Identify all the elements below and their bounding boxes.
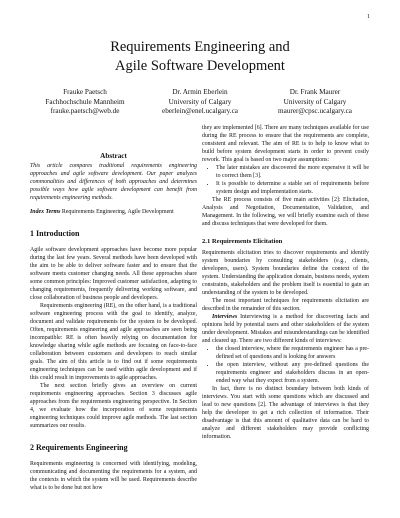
page-number: 1: [367, 14, 370, 20]
author-email: maurer@cpsc.ucalgary.ca: [278, 107, 352, 116]
bullet-list: [202, 164, 369, 196]
list-item: • The later mistakes are discovered the more expensive it will be to correct them [3].: [216, 164, 369, 180]
author-affiliation: University of Calgary: [283, 97, 347, 106]
left-column: [30, 152, 197, 492]
list-item: • It is possible to determine a stable set of requirements before system design and implementation starts.: [216, 180, 369, 196]
bullet-list: [202, 345, 369, 385]
author-affiliation: University of Calgary: [168, 97, 232, 106]
interviews-label: Interviews: [212, 314, 238, 320]
paragraph: [202, 313, 369, 345]
index-terms: [30, 208, 197, 216]
title-line-1: Requirements Engineering and: [110, 39, 290, 55]
paragraph: Requirements elicitation tries to discover requirements and identify system boundaries by consulting stakeholders (e.g., clients, developers, users). System boundaries define the context of the system. Understanding the application domain, business needs, system constraints, stakeholders and the problem itself is essential to gain an understanding of the system to be developed.: [202, 250, 369, 296]
title-line-2: Agile Software Development: [115, 58, 285, 74]
paragraph: The RE process consists of five main activities [2]: Elicitation, Analysis and Negotiation, Documentation, Validation, and Management. In the following, we will briefly examine each of these and discuss techniques that were developed for them.: [202, 197, 369, 227]
abstract-text: This article compares traditional requirements engineering approaches and agile software development. Our paper analyzes commonalities and differences of both approaches and determines possible ways how agile software development can benefit from requirements engineering methods.: [30, 163, 197, 201]
author-2: [145, 88, 255, 117]
list-item: • the closed interview, where the requirements engineer has a pre-defined set of questions and is looking for answers: [216, 345, 369, 361]
paragraph: Requirements engineering is concerned with identifying, modeling, communicating and documenting the requirements for a system, and the contexts in which the system will be used. Requirements describe what is to be done but not how: [30, 461, 197, 491]
author-email: frauke.paetsch@web.de: [50, 107, 120, 116]
section-2-heading: 2 Requirements Engineering: [30, 443, 128, 452]
section-2-1-heading: 2.1 Requirements Elicitation: [202, 238, 283, 245]
author-1: [30, 88, 140, 117]
right-column: [202, 124, 369, 441]
interviews-text: Interviewing is a method for discovering facts and opinions held by potential users and other stakeholders of the system under development. Mistakes and misunderstandings can be identified and cleared up. There are two different kinds of interviews:: [202, 314, 369, 344]
index-terms-text: Requirements Engineering, Agile Development: [61, 209, 174, 215]
paragraph: Agile software development approaches have become more popular during the last few years. Several methods have been developed with the aim to be able to deliver software faster and to ensure that the software meets customer changing needs. All these approaches share some common principles: Improved customer satisfaction, adapting to changing requirements, frequently delivering working software, and close collaboration of business people and developers.: [30, 247, 197, 301]
paragraph: The most important techniques for requirements elicitation are described in the remainder of this section.: [202, 298, 369, 312]
paper-title: [0, 38, 400, 76]
author-affiliation: Fachhochschule Mannheim: [45, 97, 125, 106]
abstract-heading: Abstract: [100, 152, 127, 160]
author-name: Frauke Paetsch: [63, 88, 107, 96]
author-block: [30, 88, 370, 117]
list-item: • the open interview, without any pre-defined questions the requirements engineer and stakeholders discuss in an open-ended way what they expect from a system.: [216, 361, 369, 385]
paragraph: In fact, there is no distinct boundary between both kinds of interviews. You start with some questions which are discussed and lead to new questions [2]. The advantage of interviews is that they help the developer to get a rich collection of information. Their disadvantage is that this amount of qualitative data can be hard to analyze and different stakeholders may provide conflicting information.: [202, 386, 369, 440]
section-1-heading: 1 Introduction: [30, 229, 80, 238]
index-terms-label: Index Terms: [30, 209, 61, 215]
paragraph: they are implemented [6]. There are many techniques available for use during the RE process to ensure that the requirements are complete, consistent and relevant. The aim of RE is to help to know what to build before system development starts in order to prevent costly rework. This goal is based on two major assumptions:: [202, 125, 369, 163]
paragraph: Requirements engineering (RE), on the other hand, is a traditional software engineering process with the goal to identify, analyze, document and validate requirements for the system to be developed. Often, requirements engineering and agile approaches are seen being incompatible: RE is often heavily relying on documentation for knowledge sharing while agile methods are focusing on face-to-face collaboration between customers and developers to reach similar goals. The aim of this article is to find out if some requirements engineering techniques can be used within agile development and if this could result in improvements to agile approaches.: [30, 303, 197, 381]
author-name: Dr. Frank Maurer: [289, 88, 341, 96]
paragraph: The next section briefly gives an overview on current requirements engineering approaches. Section 3 discusses agile approaches from the requirements engineering perspective. In Section 4, we evaluate how the incorporation of some requirements engineering techniques could improve agile methods. The last section summarizes our results.: [30, 383, 197, 429]
author-3: [260, 88, 370, 117]
author-email: eberlein@enel.ucalgary.ca: [162, 107, 238, 116]
author-name: Dr. Armin Eberlein: [172, 88, 228, 96]
